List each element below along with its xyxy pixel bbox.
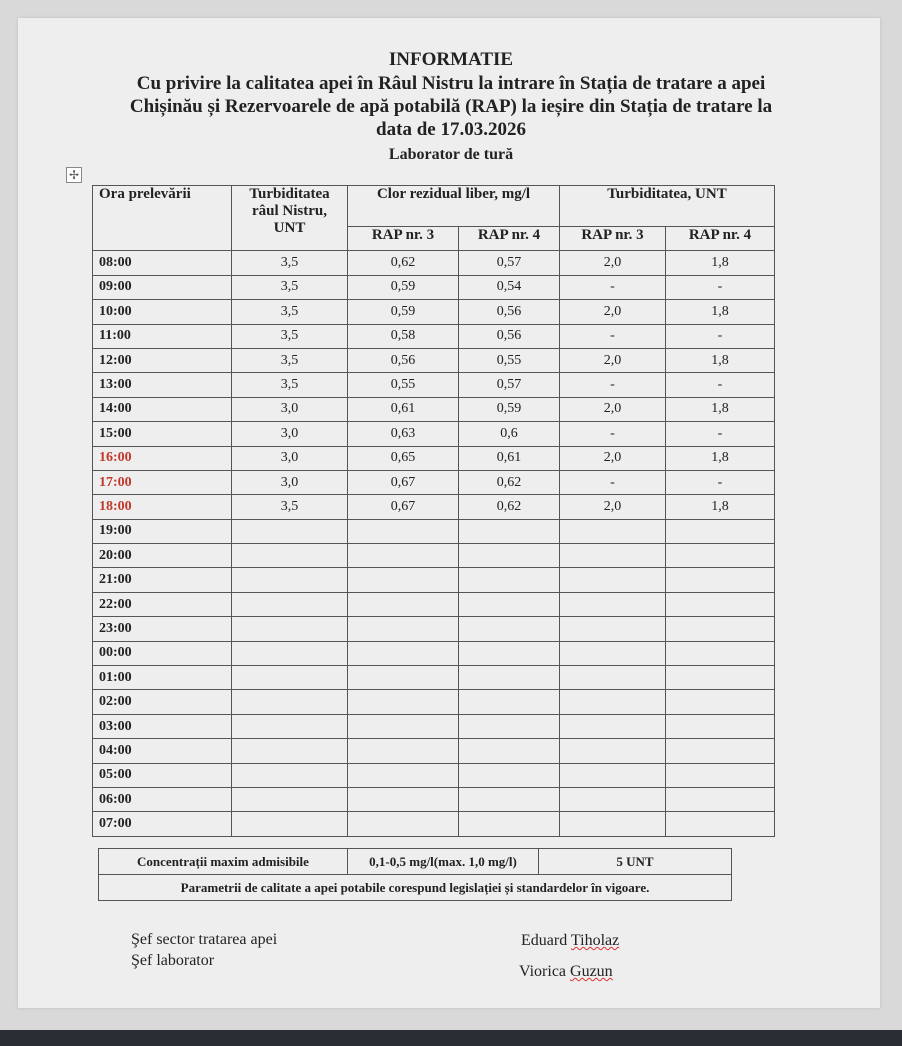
turbidity-river-cell: [232, 763, 348, 787]
chlorine-rap4-cell: [459, 617, 560, 641]
time-cell: 15:00: [93, 422, 232, 446]
turbidity-river-cell: [232, 714, 348, 738]
turbidity-river-cell: [232, 519, 348, 543]
chlorine-rap3-cell: [348, 519, 459, 543]
turbidity-rap3-cell: 2,0: [560, 397, 666, 421]
time-cell: 19:00: [93, 519, 232, 543]
turbidity-river-cell: [232, 787, 348, 811]
turbidity-rap3-cell: [560, 714, 666, 738]
turbidity-rap4-cell: 1,8: [666, 446, 775, 470]
time-cell: 08:00: [93, 251, 232, 275]
turbidity-rap3-cell: 2,0: [560, 300, 666, 324]
turbidity-rap4-cell: -: [666, 470, 775, 494]
turbidity-rap4-cell: 1,8: [666, 397, 775, 421]
turbidity-rap4-cell: [666, 763, 775, 787]
name2-first: Viorica: [519, 963, 567, 980]
signature-roles: [131, 929, 277, 971]
chlorine-rap3-cell: [348, 544, 459, 568]
turbidity-rap3-cell: [560, 690, 666, 714]
table-row: [93, 470, 775, 494]
chlorine-rap3-cell: [348, 592, 459, 616]
turbidity-river-cell: 3,5: [232, 251, 348, 275]
chlorine-rap3-cell: 0,59: [348, 300, 459, 324]
chlorine-rap4-cell: 0,62: [459, 495, 560, 519]
water-quality-table: [92, 185, 775, 837]
table-row: [93, 763, 775, 787]
role-lab-head: Şef laborator: [131, 952, 215, 969]
turbidity-rap3-cell: -: [560, 422, 666, 446]
document-subtitle: Laborator de tură: [388, 146, 514, 163]
chlorine-rap3-cell: [348, 690, 459, 714]
time-cell: 23:00: [93, 617, 232, 641]
turbidity-rap4-cell: [666, 641, 775, 665]
signature-name-2: [519, 963, 613, 981]
table-row: [93, 300, 775, 324]
turbidity-rap4-cell: -: [666, 324, 775, 348]
chlorine-rap4-cell: [459, 641, 560, 665]
chlorine-rap4-cell: 0,61: [459, 446, 560, 470]
chlorine-rap4-cell: [459, 690, 560, 714]
turbidity-rap4-cell: -: [666, 422, 775, 446]
chlorine-rap3-cell: 0,56: [348, 348, 459, 372]
name1-last: Tiholaz: [570, 932, 620, 949]
turbidity-rap4-cell: 1,8: [666, 251, 775, 275]
header-t-rap4: RAP nr. 4: [666, 227, 775, 251]
turbidity-rap3-cell: [560, 739, 666, 763]
turbidity-river-cell: [232, 568, 348, 592]
turbidity-river-cell: [232, 617, 348, 641]
table-row: [93, 275, 775, 299]
turbidity-rap3-cell: -: [560, 275, 666, 299]
table-row: [93, 787, 775, 811]
table-row: [93, 422, 775, 446]
time-cell: 21:00: [93, 568, 232, 592]
turbidity-rap3-cell: 2,0: [560, 348, 666, 372]
turbidity-river-cell: 3,5: [232, 348, 348, 372]
turbidity-river-cell: [232, 544, 348, 568]
chlorine-limit: 0,1-0,5 mg/l(max. 1,0 mg/l): [348, 849, 539, 875]
chlorine-rap4-cell: 0,56: [459, 300, 560, 324]
turbidity-rap4-cell: 1,8: [666, 495, 775, 519]
name1-first: Eduard: [521, 932, 568, 949]
turbidity-limit: 5 UNT: [539, 849, 732, 875]
chlorine-rap3-cell: 0,58: [348, 324, 459, 348]
turbidity-river-cell: [232, 690, 348, 714]
chlorine-rap4-cell: [459, 714, 560, 738]
chlorine-rap4-cell: [459, 812, 560, 836]
chlorine-rap3-cell: [348, 568, 459, 592]
chlorine-rap3-cell: [348, 787, 459, 811]
turbidity-rap3-cell: -: [560, 373, 666, 397]
table-row: [93, 592, 775, 616]
role-sector-head: Şef sector tratarea apei: [131, 931, 278, 948]
turbidity-rap4-cell: [666, 519, 775, 543]
table-row: [93, 641, 775, 665]
signature-name-1: [521, 932, 619, 950]
chlorine-rap3-cell: 0,63: [348, 422, 459, 446]
header-cl-rap4: RAP nr. 4: [459, 227, 560, 251]
turbidity-river-cell: 3,0: [232, 422, 348, 446]
header-chlorine: Clor rezidual liber, mg/l: [348, 186, 560, 227]
document-title: INFORMATIE: [388, 49, 514, 70]
chlorine-rap3-cell: [348, 739, 459, 763]
turbidity-river-cell: 3,5: [232, 373, 348, 397]
table-row: [93, 495, 775, 519]
turbidity-river-cell: 3,0: [232, 397, 348, 421]
table-row: [93, 446, 775, 470]
chlorine-rap3-cell: 0,62: [348, 251, 459, 275]
time-cell: 16:00: [93, 446, 232, 470]
chlorine-rap4-cell: [459, 544, 560, 568]
turbidity-rap3-cell: [560, 787, 666, 811]
conclusion: Parametrii de calitate a apei potabile corespund legislației și standardelor în vigoare.: [99, 875, 732, 901]
time-cell: 06:00: [93, 787, 232, 811]
time-cell: 09:00: [93, 275, 232, 299]
turbidity-rap3-cell: -: [560, 470, 666, 494]
chlorine-rap4-cell: 0,57: [459, 251, 560, 275]
chlorine-rap3-cell: [348, 714, 459, 738]
turbidity-rap3-cell: [560, 592, 666, 616]
turbidity-rap4-cell: -: [666, 275, 775, 299]
turbidity-river-cell: [232, 592, 348, 616]
chlorine-rap4-cell: [459, 739, 560, 763]
time-cell: 03:00: [93, 714, 232, 738]
turbidity-rap3-cell: [560, 666, 666, 690]
table-footer: [98, 848, 732, 901]
time-cell: 01:00: [93, 666, 232, 690]
turbidity-rap3-cell: [560, 763, 666, 787]
chlorine-rap3-cell: 0,65: [348, 446, 459, 470]
turbidity-rap3-cell: [560, 812, 666, 836]
chlorine-rap4-cell: [459, 787, 560, 811]
name2-last: Guzun: [570, 963, 613, 980]
table-row: [93, 617, 775, 641]
header-turbidity: Turbiditatea, UNT: [560, 186, 775, 227]
turbidity-rap3-cell: [560, 519, 666, 543]
time-cell: 04:00: [93, 739, 232, 763]
time-cell: 11:00: [93, 324, 232, 348]
time-cell: 18:00: [93, 495, 232, 519]
time-cell: 22:00: [93, 592, 232, 616]
time-cell: 13:00: [93, 373, 232, 397]
turbidity-river-cell: [232, 812, 348, 836]
chlorine-rap4-cell: [459, 568, 560, 592]
turbidity-rap4-cell: [666, 739, 775, 763]
turbidity-river-cell: 3,5: [232, 300, 348, 324]
table-row: [93, 544, 775, 568]
table-row: [93, 690, 775, 714]
chlorine-rap3-cell: [348, 812, 459, 836]
table-row: [93, 373, 775, 397]
turbidity-rap3-cell: [560, 641, 666, 665]
turbidity-rap4-cell: [666, 544, 775, 568]
time-cell: 07:00: [93, 812, 232, 836]
chlorine-rap4-cell: 0,59: [459, 397, 560, 421]
chlorine-rap3-cell: 0,55: [348, 373, 459, 397]
turbidity-river-cell: 3,0: [232, 470, 348, 494]
turbidity-rap4-cell: 1,8: [666, 300, 775, 324]
time-cell: 17:00: [93, 470, 232, 494]
turbidity-rap3-cell: -: [560, 324, 666, 348]
chlorine-rap3-cell: [348, 666, 459, 690]
turbidity-rap3-cell: 2,0: [560, 446, 666, 470]
turbidity-rap3-cell: 2,0: [560, 495, 666, 519]
chlorine-rap4-cell: [459, 763, 560, 787]
chlorine-rap3-cell: [348, 617, 459, 641]
chlorine-rap3-cell: [348, 641, 459, 665]
turbidity-rap4-cell: -: [666, 373, 775, 397]
time-cell: 14:00: [93, 397, 232, 421]
table-row: [93, 397, 775, 421]
turbidity-rap4-cell: [666, 592, 775, 616]
turbidity-rap4-cell: 1,8: [666, 348, 775, 372]
chlorine-rap4-cell: 0,56: [459, 324, 560, 348]
table-row: [93, 714, 775, 738]
turbidity-river-cell: [232, 666, 348, 690]
turbidity-river-cell: 3,5: [232, 275, 348, 299]
turbidity-rap4-cell: [666, 812, 775, 836]
turbidity-rap3-cell: [560, 568, 666, 592]
turbidity-river-cell: 3,5: [232, 324, 348, 348]
chlorine-rap4-cell: [459, 592, 560, 616]
limits-label: Concentrații maxim admisibile: [99, 849, 348, 875]
chlorine-rap3-cell: 0,59: [348, 275, 459, 299]
turbidity-river-cell: 3,5: [232, 495, 348, 519]
time-cell: 20:00: [93, 544, 232, 568]
taskbar: [0, 1030, 902, 1046]
table-row: [93, 251, 775, 275]
table-row: [93, 739, 775, 763]
table-row: [93, 348, 775, 372]
chlorine-rap3-cell: 0,67: [348, 470, 459, 494]
header-turbidity-river: Turbiditatea râul Nistru, UNT: [232, 186, 348, 251]
chlorine-rap4-cell: [459, 519, 560, 543]
chlorine-rap4-cell: 0,57: [459, 373, 560, 397]
chlorine-rap4-cell: 0,6: [459, 422, 560, 446]
document-heading: Cu privire la calitatea apei în Râul Nistru la intrare în Stația de tratare a apei Chișinău și Rezervoarele de apă potabilă (RAP) la ieșire din Stația de tratare la data de 17.03.2026: [129, 73, 773, 140]
turbidity-rap4-cell: [666, 690, 775, 714]
time-cell: 05:00: [93, 763, 232, 787]
move-cross-icon[interactable]: ✢: [66, 167, 82, 183]
turbidity-rap4-cell: [666, 787, 775, 811]
header-cl-rap3: RAP nr. 3: [348, 227, 459, 251]
chlorine-rap4-cell: 0,62: [459, 470, 560, 494]
turbidity-rap4-cell: [666, 714, 775, 738]
turbidity-rap4-cell: [666, 568, 775, 592]
time-cell: 00:00: [93, 641, 232, 665]
table-row: [93, 324, 775, 348]
time-cell: 02:00: [93, 690, 232, 714]
turbidity-river-cell: [232, 739, 348, 763]
table-row: [93, 812, 775, 836]
chlorine-rap3-cell: [348, 763, 459, 787]
turbidity-rap4-cell: [666, 666, 775, 690]
chlorine-rap4-cell: 0,54: [459, 275, 560, 299]
turbidity-rap3-cell: 2,0: [560, 251, 666, 275]
turbidity-rap3-cell: [560, 617, 666, 641]
chlorine-rap3-cell: 0,67: [348, 495, 459, 519]
chlorine-rap4-cell: [459, 666, 560, 690]
header-t-rap3: RAP nr. 3: [560, 227, 666, 251]
chlorine-rap3-cell: 0,61: [348, 397, 459, 421]
time-cell: 10:00: [93, 300, 232, 324]
time-cell: 12:00: [93, 348, 232, 372]
turbidity-rap4-cell: [666, 617, 775, 641]
chlorine-rap4-cell: 0,55: [459, 348, 560, 372]
turbidity-river-cell: [232, 641, 348, 665]
header-time: Ora prelevării: [93, 186, 232, 251]
table-row: [93, 666, 775, 690]
turbidity-river-cell: 3,0: [232, 446, 348, 470]
turbidity-rap3-cell: [560, 544, 666, 568]
table-row: [93, 568, 775, 592]
table-row: [93, 519, 775, 543]
